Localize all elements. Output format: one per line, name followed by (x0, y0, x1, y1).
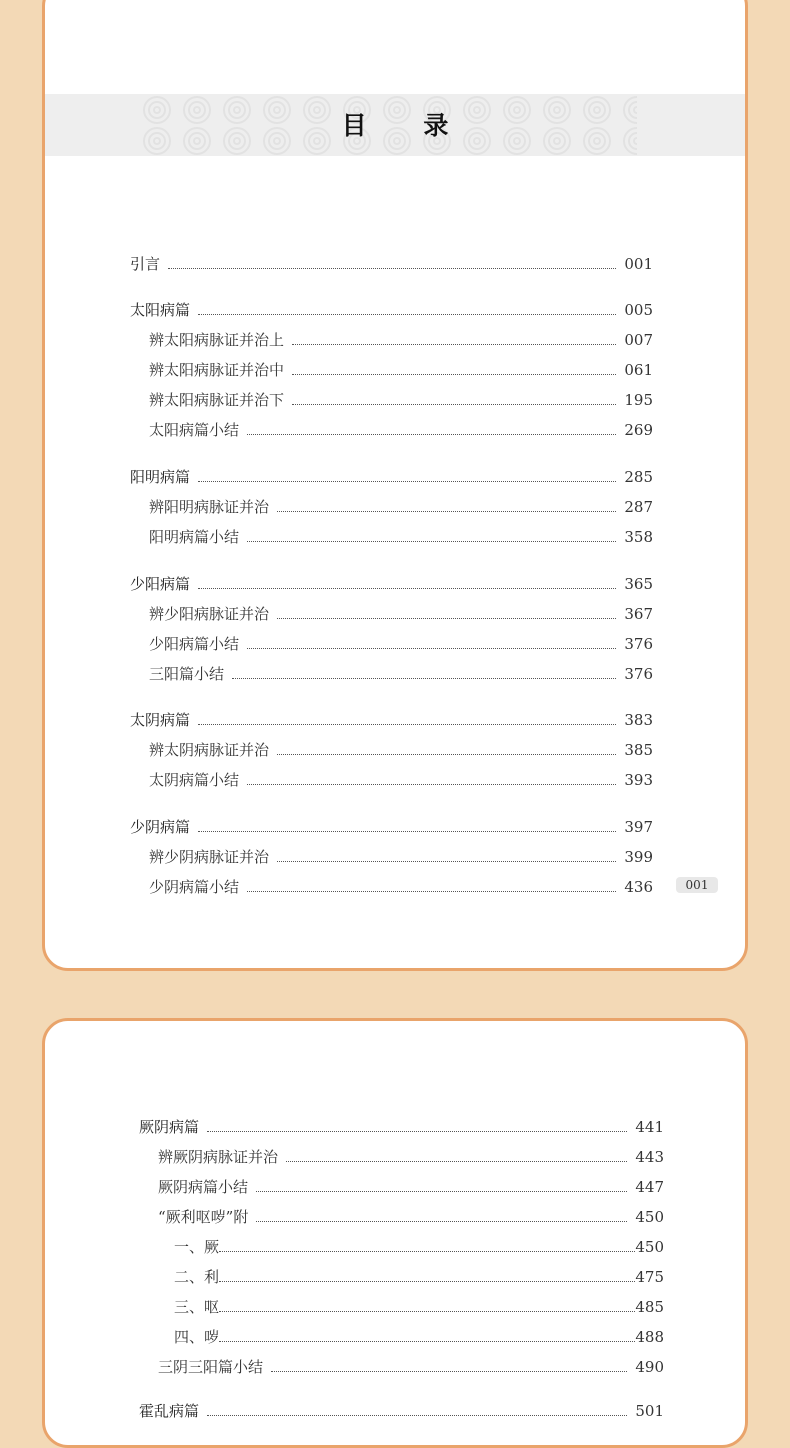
toc-entry-label: 少阳病篇小结 (149, 635, 240, 653)
toc-entry-label: 三阴三阳篇小结 (158, 1358, 264, 1376)
toc-entry[interactable] (139, 1400, 664, 1422)
toc-leader-dots (277, 861, 616, 862)
toc-entry[interactable] (158, 1176, 664, 1198)
toc-entry[interactable] (174, 1326, 664, 1348)
toc-entry[interactable] (149, 526, 653, 548)
toc-leader-dots (198, 831, 616, 832)
toc-leader-dots (292, 404, 616, 405)
toc-entry[interactable] (174, 1236, 664, 1258)
toc-leader-dots (292, 344, 616, 345)
toc-entry-page: 399 (624, 848, 653, 866)
toc-entry[interactable] (149, 846, 653, 868)
toc-entry[interactable] (174, 1266, 664, 1288)
toc-entry[interactable] (149, 633, 653, 655)
toc-entry[interactable] (130, 466, 653, 488)
toc-entry[interactable] (130, 299, 653, 321)
toc-entry-page: 393 (624, 771, 653, 789)
toc-entry-page: 269 (624, 421, 653, 439)
toc-leader-dots (198, 481, 616, 482)
toc-entry-page: 441 (635, 1118, 664, 1136)
toc-leader-dots (219, 1341, 635, 1342)
toc-entry[interactable] (149, 739, 653, 761)
toc-leader-dots (207, 1415, 627, 1416)
toc-entry-label: 辨太阳病脉证并治上 (149, 331, 285, 349)
toc-leader-dots (219, 1251, 635, 1252)
toc-entry-page: 490 (635, 1358, 664, 1376)
toc-entry-label: 一、厥 (174, 1238, 220, 1256)
toc-leader-dots (256, 1191, 627, 1192)
toc-leader-dots (271, 1371, 627, 1372)
toc-page-card-2 (42, 1018, 748, 1448)
toc-entry[interactable] (130, 816, 653, 838)
toc-leader-dots (207, 1131, 627, 1132)
toc-entry-label: 太阴病篇小结 (149, 771, 240, 789)
toc-entry[interactable] (149, 329, 653, 351)
toc-entry[interactable] (149, 359, 653, 381)
toc-entry-page: 443 (635, 1148, 664, 1166)
toc-entry-label: 三、呕 (174, 1298, 220, 1316)
toc-entry-label: 太阳病篇 (130, 301, 191, 319)
toc-entry[interactable] (149, 389, 653, 411)
toc-entry[interactable] (130, 709, 653, 731)
toc-entry-label: 少阳病篇 (130, 575, 191, 593)
toc-entry-label: 四、哕 (174, 1328, 220, 1346)
toc-entry[interactable] (149, 603, 653, 625)
toc-entry-label: 辨少阳病脉证并治 (149, 605, 270, 623)
toc-entry-page: 383 (624, 711, 653, 729)
page-title: 目 录 (341, 111, 473, 140)
toc-leader-dots (247, 648, 616, 649)
toc-entry-label: 引言 (130, 255, 161, 273)
toc-leader-dots (247, 784, 616, 785)
toc-entry-label: 阳明病篇小结 (149, 528, 240, 546)
toc-leader-dots (247, 891, 616, 892)
toc-entry[interactable] (130, 253, 653, 275)
toc-entry-page: 365 (624, 575, 653, 593)
toc-leader-dots (219, 1281, 635, 1282)
toc-entry-page: 285 (624, 468, 653, 486)
toc-entry-label: 厥阴病篇小结 (158, 1178, 249, 1196)
toc-leader-dots (277, 511, 616, 512)
toc-leader-dots (292, 374, 616, 375)
toc-entry-label: 辨厥阴病脉证并治 (158, 1148, 279, 1166)
toc-leader-dots (198, 588, 616, 589)
page-number-badge: 001 (676, 877, 718, 893)
toc-entry-label: 三阳篇小结 (149, 665, 225, 683)
toc-entry[interactable] (149, 496, 653, 518)
toc-entry-label: 辨太阳病脉证并治中 (149, 361, 285, 379)
toc-entry-page: 287 (624, 498, 653, 516)
toc-entry-page: 488 (635, 1328, 664, 1346)
toc-leader-dots (198, 724, 616, 725)
toc-entry-label: 厥阴病篇 (139, 1118, 200, 1136)
toc-entry-label: 霍乱病篇 (139, 1402, 200, 1420)
toc-entry[interactable] (130, 573, 653, 595)
toc-entry-page: 007 (624, 331, 653, 349)
toc-leader-dots (168, 268, 616, 269)
toc-entry-page: 397 (624, 818, 653, 836)
toc-entry-page: 447 (635, 1178, 664, 1196)
toc-entry[interactable] (149, 663, 653, 685)
toc-entry-label: 太阴病篇 (130, 711, 191, 729)
toc-entry-label: 太阳病篇小结 (149, 421, 240, 439)
toc-entry-label: 少阴病篇小结 (149, 878, 240, 896)
toc-entry-page: 376 (624, 665, 653, 683)
toc-entry[interactable] (174, 1296, 664, 1318)
toc-entry-page: 061 (624, 361, 653, 379)
toc-entry-label: 辨阳明病脉证并治 (149, 498, 270, 516)
toc-leader-dots (286, 1161, 627, 1162)
toc-entry-page: 367 (624, 605, 653, 623)
toc-entry-label: “厥利呕哕”附 (158, 1208, 249, 1226)
toc-entry-page: 195 (624, 391, 653, 409)
toc-entry-page: 501 (635, 1402, 664, 1420)
toc-leader-dots (277, 754, 616, 755)
toc-entry-label: 少阴病篇 (130, 818, 191, 836)
toc-leader-dots (232, 678, 616, 679)
toc-entry-label: 辨太阳病脉证并治下 (149, 391, 285, 409)
toc-leader-dots (247, 434, 616, 435)
toc-leader-dots (256, 1221, 627, 1222)
toc-leader-dots (247, 541, 616, 542)
toc-entry-page: 450 (635, 1208, 664, 1226)
toc-leader-dots (277, 618, 616, 619)
toc-entry[interactable] (139, 1116, 664, 1138)
toc-entry-label: 辨少阴病脉证并治 (149, 848, 270, 866)
toc-entry-page: 001 (624, 255, 653, 273)
toc-entry[interactable] (158, 1356, 664, 1378)
toc-entry-label: 阳明病篇 (130, 468, 191, 486)
toc-entry[interactable] (149, 769, 653, 791)
toc-entry-page: 485 (635, 1298, 664, 1316)
toc-leader-dots (219, 1311, 635, 1312)
toc-entry-page: 385 (624, 741, 653, 759)
toc-entry[interactable] (149, 419, 653, 441)
toc-entry-label: 二、利 (174, 1268, 220, 1286)
toc-entry-page: 376 (624, 635, 653, 653)
toc-entry-page: 358 (624, 528, 653, 546)
toc-leader-dots (198, 314, 616, 315)
toc-entry[interactable] (158, 1146, 664, 1168)
toc-entry-page: 005 (624, 301, 653, 319)
toc-entry-label: 辨太阴病脉证并治 (149, 741, 270, 759)
toc-entry-page: 436 (624, 878, 653, 896)
toc-entry[interactable] (149, 876, 653, 898)
toc-entry-page: 475 (635, 1268, 664, 1286)
toc-entry-page: 450 (635, 1238, 664, 1256)
toc-entry[interactable] (158, 1206, 664, 1228)
